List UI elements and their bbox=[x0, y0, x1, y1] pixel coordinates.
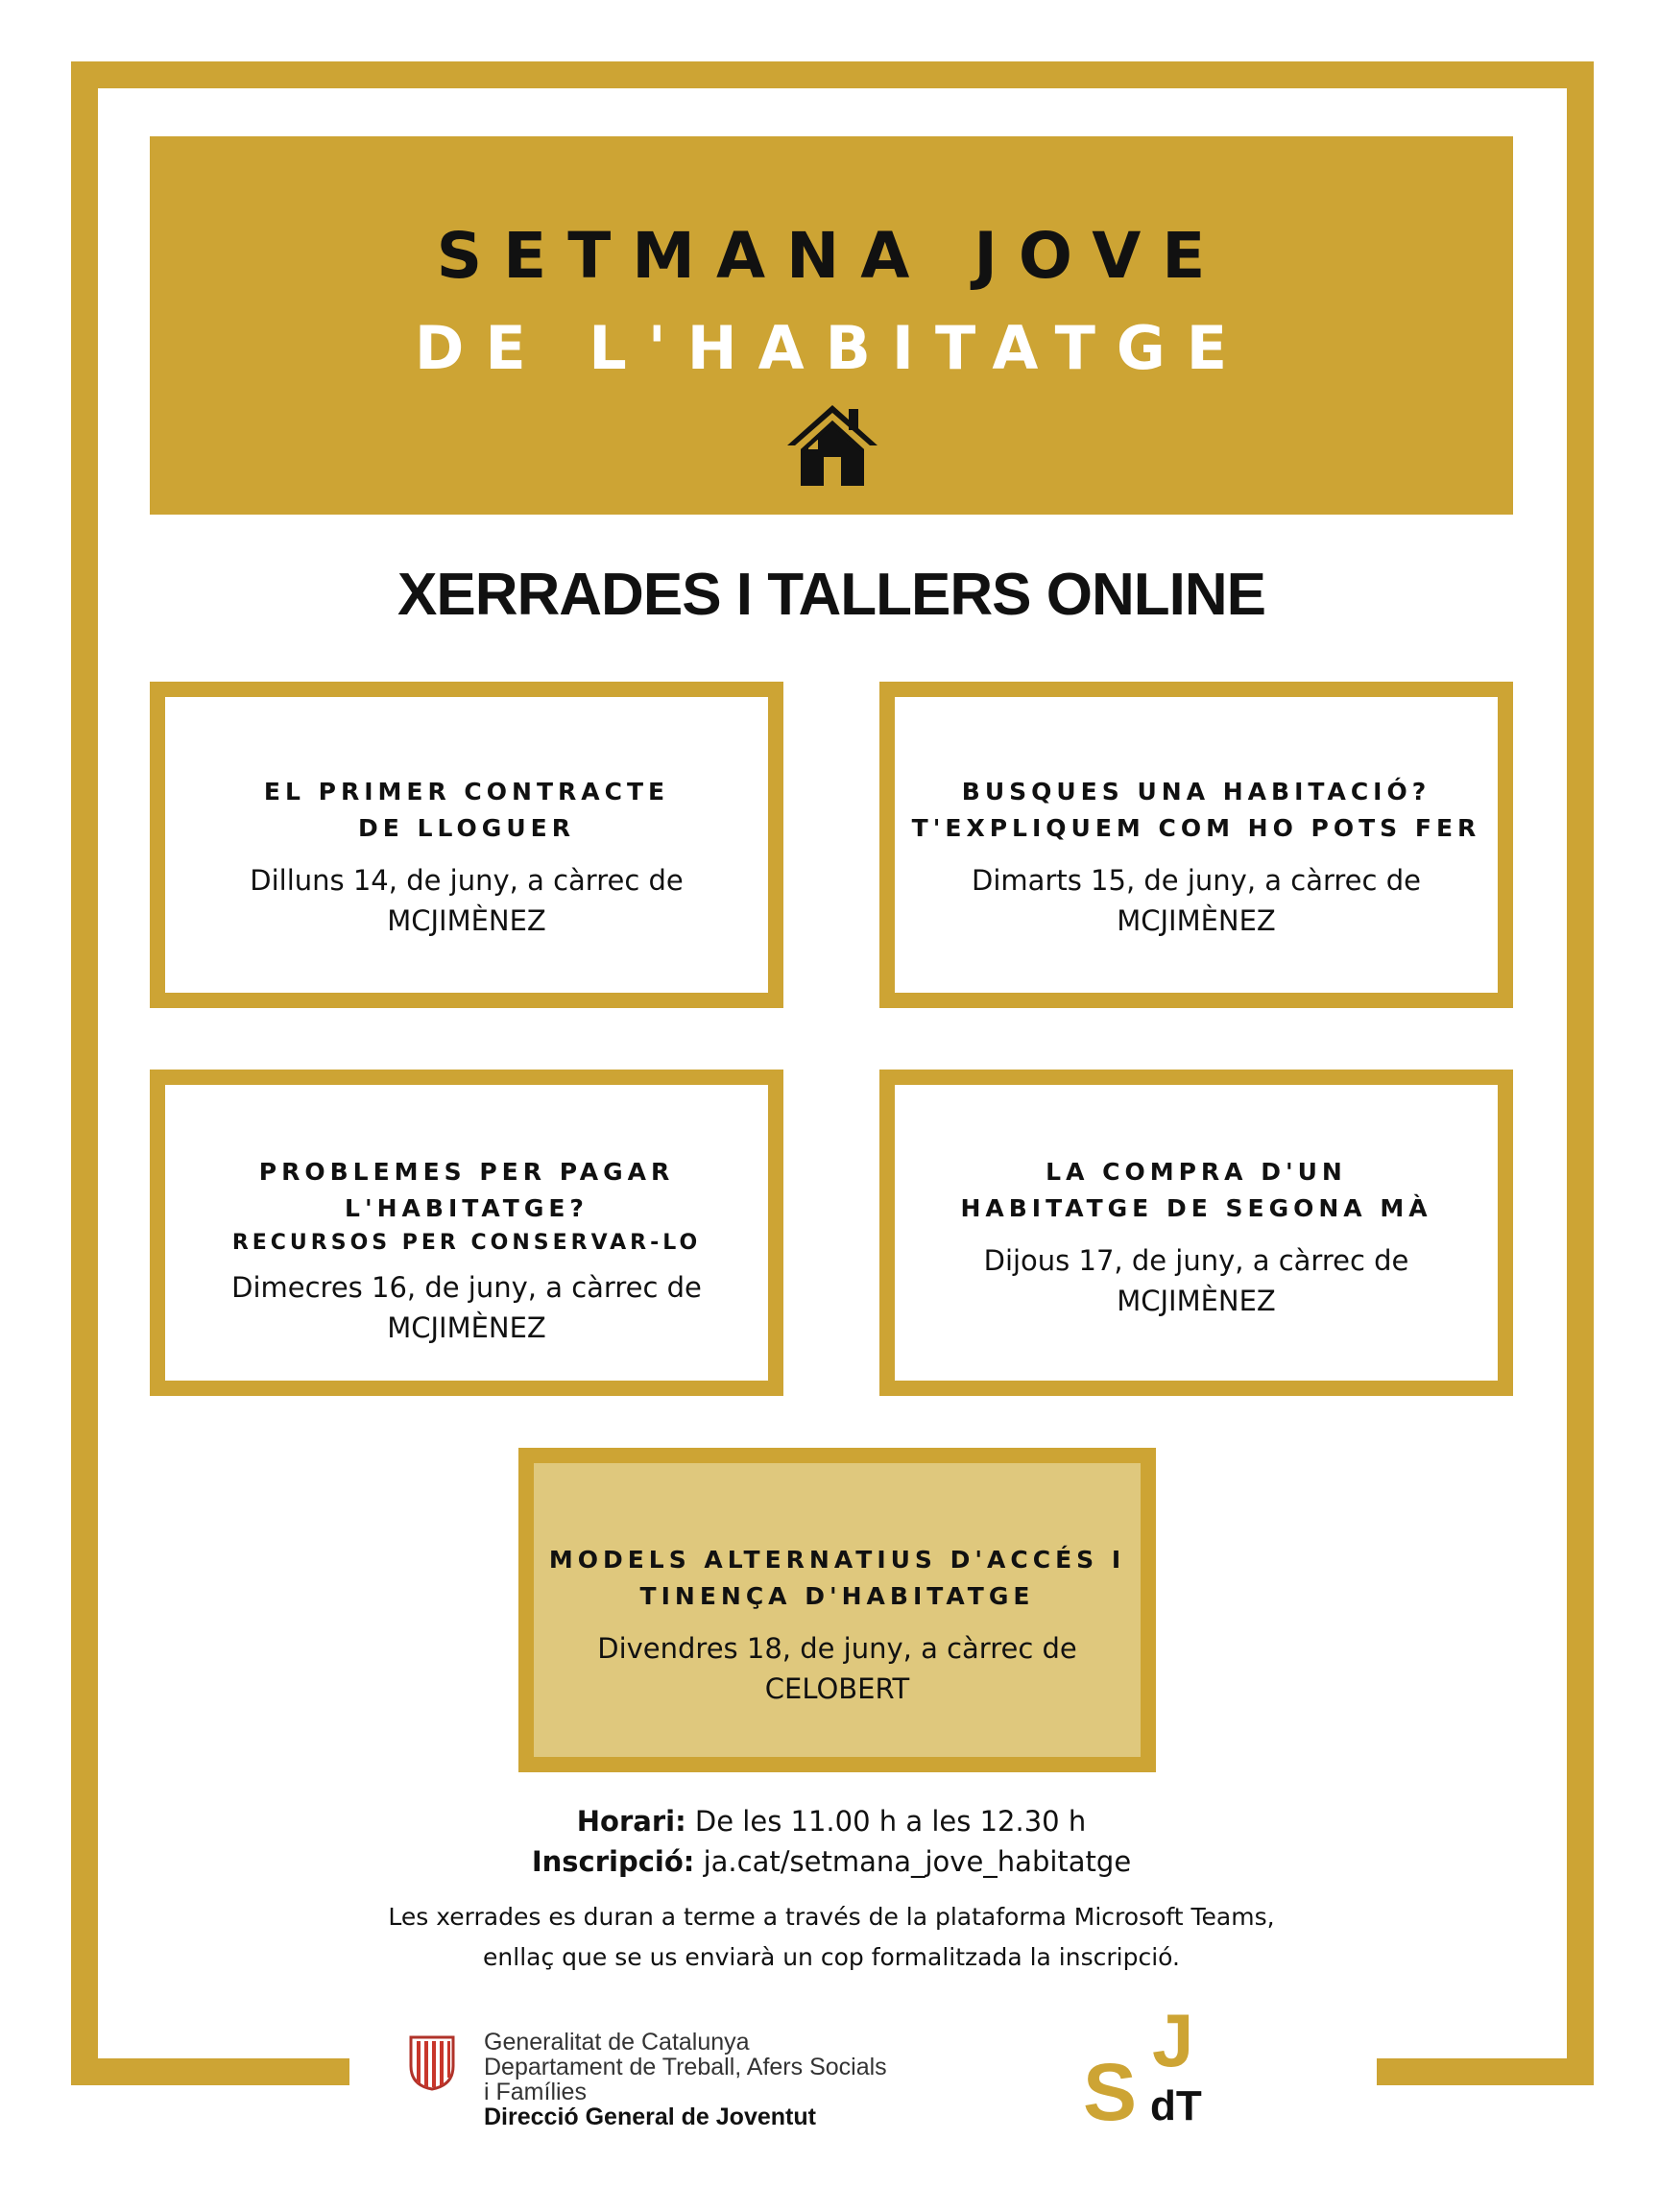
event-subtitle: RECURSOS PER CONSERVAR-LO bbox=[231, 1231, 702, 1255]
event-title-line: PROBLEMES PER PAGAR bbox=[258, 1158, 675, 1186]
house-icon bbox=[785, 401, 879, 488]
schedule-line bbox=[150, 1805, 1513, 1838]
event-speaker: MCJIMÈNEZ bbox=[1117, 904, 1276, 937]
schedule-label: Horari: bbox=[576, 1805, 686, 1838]
event-title-line: DE LLOGUER bbox=[358, 814, 575, 842]
event-title-line: HABITATGE DE SEGONA MÀ bbox=[960, 1194, 1432, 1222]
event-title-line: T'EXPLIQUEM COM HO POTS FER bbox=[911, 814, 1481, 842]
gen-line4: Direcció General de Joventut bbox=[484, 2104, 816, 2130]
event-title-line: MODELS ALTERNATIUS D'ACCÉS I bbox=[548, 1546, 1126, 1574]
teams-note-line1: Les xerrades es duran a terme a través de la plataforma Microsoft Teams, bbox=[388, 1903, 1275, 1931]
gen-line1: Generalitat de Catalunya bbox=[484, 2029, 750, 2056]
event-date: Dilluns 14, de juny, a càrrec de bbox=[250, 864, 684, 897]
event-card-2 bbox=[879, 682, 1513, 1008]
frame-bottom-left bbox=[71, 2058, 349, 2085]
event-date: Divendres 18, de juny, a càrrec de bbox=[597, 1632, 1077, 1665]
event-title-line: EL PRIMER CONTRACTE bbox=[263, 778, 670, 805]
gen-line3: i Famílies bbox=[484, 2079, 587, 2105]
sjdt-logo bbox=[1083, 2003, 1217, 2128]
registration-line bbox=[150, 1845, 1513, 1878]
sjdt-letters-dt: dT bbox=[1150, 2082, 1202, 2128]
event-title-line: L'HABITATGE? bbox=[345, 1194, 589, 1222]
event-card-4 bbox=[879, 1070, 1513, 1396]
event-date: Dimarts 15, de juny, a càrrec de bbox=[972, 864, 1421, 897]
frame-left bbox=[71, 61, 98, 2085]
frame-right bbox=[1567, 61, 1594, 2085]
event-date: Dimecres 16, de juny, a càrrec de bbox=[231, 1271, 702, 1304]
generalitat-shield-icon bbox=[407, 2033, 457, 2091]
event-speaker: CELOBERT bbox=[764, 1672, 910, 1705]
header-title-line1: SETMANA JOVE bbox=[436, 219, 1227, 293]
frame-bottom-right bbox=[1377, 2058, 1594, 2085]
section-title: XERRADES I TALLERS ONLINE bbox=[397, 562, 1265, 628]
sjdt-letter-j: J bbox=[1152, 2003, 1194, 2082]
event-date: Dijous 17, de juny, a càrrec de bbox=[983, 1244, 1409, 1277]
gen-line2: Departament de Treball, Afers Socials bbox=[484, 2054, 887, 2080]
event-title-line: BUSQUES UNA HABITACIÓ? bbox=[961, 778, 1431, 805]
generalitat-text bbox=[484, 2030, 887, 2129]
event-card-5 bbox=[518, 1448, 1156, 1772]
registration-label: Inscripció: bbox=[531, 1845, 695, 1878]
event-title-line: LA COMPRA D'UN bbox=[1046, 1158, 1347, 1186]
event-speaker: MCJIMÈNEZ bbox=[1117, 1285, 1276, 1317]
frame-top bbox=[71, 61, 1594, 88]
event-card-1 bbox=[150, 682, 783, 1008]
teams-note-line2: enllaç que se us enviarà un cop formalitzada la inscripció. bbox=[483, 1943, 1180, 1971]
event-title-line: TINENÇA D'HABITATGE bbox=[639, 1582, 1035, 1610]
event-card-3 bbox=[150, 1070, 783, 1396]
event-speaker: MCJIMÈNEZ bbox=[387, 1311, 546, 1344]
event-speaker: MCJIMÈNEZ bbox=[387, 904, 546, 937]
schedule-value: De les 11.00 h a les 12.30 h bbox=[685, 1805, 1087, 1838]
registration-link[interactable]: ja.cat/setmana_jove_habitatge bbox=[694, 1845, 1132, 1878]
header-title-line2: DE L'HABITATGE bbox=[414, 313, 1249, 383]
sjdt-letter-s: S bbox=[1083, 2047, 1138, 2128]
